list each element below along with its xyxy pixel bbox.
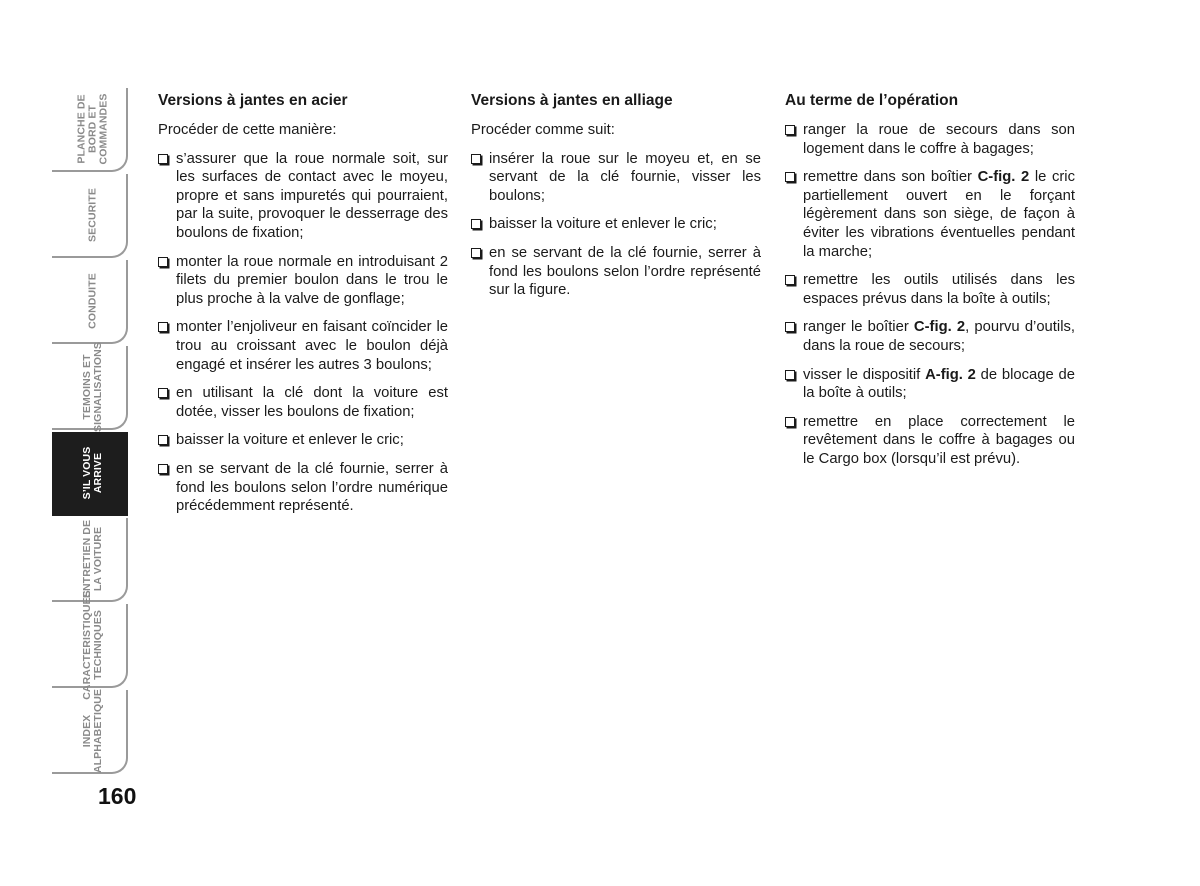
- tab-label: PLANCHE DE BORD ET COMMANDES: [75, 93, 110, 165]
- tab-temoins[interactable]: [52, 342, 128, 432]
- list-item: [785, 413, 1075, 469]
- tab-label: S’IL VOUS ARRIVE: [81, 446, 105, 500]
- column-end-of-operation: [785, 91, 1075, 479]
- checkbox-bullet-icon: [785, 370, 795, 380]
- list-item: [785, 318, 1075, 355]
- list-item: [471, 244, 761, 300]
- tab-planche-de-bord[interactable]: [52, 88, 128, 172]
- tab-sil-vous-arrive[interactable]: [52, 432, 128, 516]
- item-text: monter l’enjoliveur en faisant coïncider le trou au croissant avec le boulon déjà engagé et insérer les autres 3 boulons;: [176, 319, 448, 373]
- item-text: remettre dans son boîtier: [803, 169, 978, 186]
- checkbox-bullet-icon: [158, 154, 168, 164]
- checkbox-bullet-icon: [158, 322, 168, 332]
- list-item: [158, 318, 448, 374]
- item-text: en se servant de la clé fournie, serrer à fond les boulons selon l’ordre représenté sur la figure.: [489, 244, 761, 299]
- checkbox-bullet-icon: [785, 275, 795, 285]
- tab-label: SECURITE: [86, 188, 99, 242]
- page-number: 160: [98, 783, 137, 809]
- item-text: ranger la roue de secours dans son logement dans le coffre à bagages;: [803, 122, 1075, 157]
- item-text: en utilisant la clé dont la voiture est dotée, visser les boulons de fixation;: [176, 385, 448, 420]
- list-item: [471, 215, 761, 234]
- item-text: ranger le boîtier: [803, 319, 914, 336]
- list-item: [785, 121, 1075, 158]
- checkbox-bullet-icon: [471, 219, 481, 229]
- list-item: [158, 253, 448, 309]
- list-item: [158, 384, 448, 421]
- checkbox-bullet-icon: [471, 248, 481, 258]
- checkbox-bullet-icon: [158, 257, 168, 267]
- figure-reference: C-fig. 2: [913, 319, 966, 336]
- section-heading: Versions à jantes en alliage: [471, 92, 673, 109]
- item-text: remettre les outils utilisés dans les espaces prévus dans la boîte à outils;: [803, 272, 1075, 307]
- item-text: remettre en place correctement le revêtement dans le coffre à bagages ou le Cargo box (lorsqu’il est prévu).: [803, 413, 1075, 467]
- tab-index[interactable]: [52, 690, 128, 774]
- column-steel-rims: [158, 91, 448, 526]
- tab-securite[interactable]: [52, 174, 128, 258]
- item-text: insérer la roue sur le moyeu et, en se servant de la clé fournie, visser les boulons;: [489, 150, 761, 204]
- tab-label: CONDUITE: [86, 273, 99, 329]
- checkbox-bullet-icon: [471, 154, 481, 164]
- item-text: le cric partiellement ouvert en le forçant légèrement dans son siège, de façon à éviter les vibrations éventuelles pendant la marche;: [803, 169, 1075, 260]
- item-text: baisser la voiture et enlever le cric;: [176, 432, 404, 449]
- checkbox-bullet-icon: [785, 322, 795, 332]
- tab-label: ENTRETIEN DE LA VOITURE: [81, 519, 105, 599]
- checkbox-bullet-icon: [785, 172, 795, 182]
- checkbox-bullet-icon: [158, 435, 168, 445]
- list-item: [785, 366, 1075, 403]
- list-item: [158, 150, 448, 243]
- checkbox-bullet-icon: [158, 388, 168, 398]
- item-text: s’assurer que la roue normale soit, sur les surfaces de contact avec le moyeu, propre et sans impuretés qui pourraient, par la suite, provoquer le desserrage des boulons de fixation;: [176, 150, 448, 241]
- tab-conduite[interactable]: [52, 260, 128, 344]
- intro-text: Procéder comme suit:: [471, 122, 615, 138]
- item-text: , pourvu d’outils, dans la roue de secours;: [803, 319, 1075, 354]
- figure-reference: A-fig. 2: [925, 366, 976, 383]
- item-text: en se servant de la clé fournie, serrer à fond les boulons selon l’ordre numérique précédemment représenté.: [176, 460, 448, 515]
- list-item: [471, 150, 761, 206]
- step-list: [785, 121, 1075, 469]
- step-list: [471, 150, 761, 300]
- item-text: baisser la voiture et enlever le cric;: [489, 216, 717, 233]
- tab-caracteristiques[interactable]: [52, 590, 128, 700]
- item-text: visser le dispositif: [803, 366, 926, 383]
- figure-reference: C-fig. 2: [977, 169, 1030, 186]
- intro-text: Procéder de cette manière:: [158, 122, 337, 138]
- item-text: monter la roue normale en introduisant 2 filets du premier boulon dans le trou le plus proche à la valve de gonflage;: [176, 253, 448, 307]
- tab-label: TEMOINS ET SIGNALISATIONS: [81, 342, 105, 432]
- tab-label: INDEX ALPHABETIQUE: [81, 688, 105, 774]
- checkbox-bullet-icon: [785, 125, 795, 135]
- list-item: [785, 271, 1075, 308]
- column-alloy-rims: [471, 91, 761, 310]
- step-list: [158, 150, 448, 516]
- section-heading: Versions à jantes en acier: [158, 92, 348, 109]
- checkbox-bullet-icon: [785, 417, 795, 427]
- list-item: [158, 460, 448, 516]
- section-heading: Au terme de l’opération: [785, 92, 959, 109]
- item-text: de blocage de la boîte à outils;: [803, 366, 1075, 402]
- list-item: [158, 431, 448, 450]
- checkbox-bullet-icon: [158, 464, 168, 474]
- tab-label: CARACTERISTIQUES TECHNIQUES: [81, 590, 105, 700]
- list-item: [785, 168, 1075, 261]
